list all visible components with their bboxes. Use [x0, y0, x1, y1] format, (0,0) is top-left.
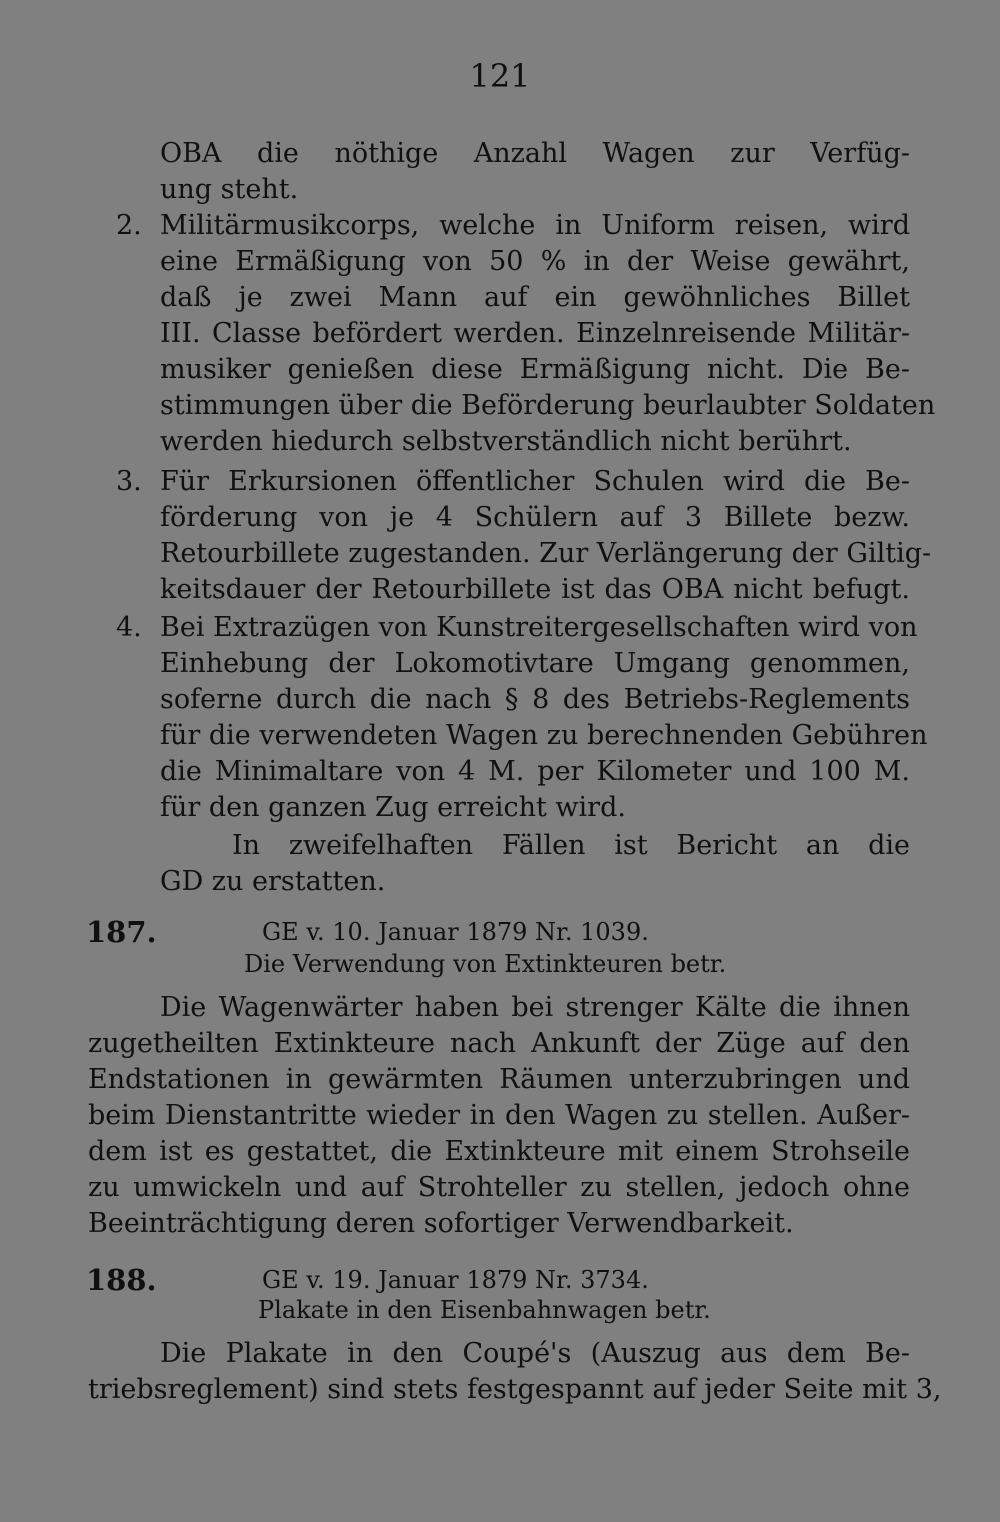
text-line: Die Wagenwärter haben bei strenger Kälte die ihnen [160, 992, 910, 1023]
text-line: für die verwendeten Wagen zu berechnenden Gebühren [160, 720, 928, 751]
text-line: triebsreglement) sind stets festgespannt auf jeder Seite mit 3, [88, 1374, 942, 1405]
text-line: Beeinträchtigung deren sofortiger Verwendbarkeit. [88, 1208, 794, 1239]
text-line: In zweifelhaften Fällen ist Bericht an die [232, 830, 910, 861]
text-line: beim Dienstantritte wieder in den Wagen zu stellen. Außer- [88, 1100, 910, 1131]
text-line: für den ganzen Zug erreicht wird. [160, 792, 626, 823]
text-line: Retourbillete zugestanden. Zur Verlängerung der Giltig- [160, 538, 932, 569]
text-line: werden hiedurch selbstverständlich nicht berührt. [160, 426, 852, 457]
text-line: die Minimaltare von 4 M. per Kilometer und 100 M. [160, 756, 910, 787]
section-subheader: Plakate in den Eisenbahnwagen betr. [258, 1296, 711, 1324]
text-line: dem ist es gestattet, die Extinkteure mit einem Strohseile [88, 1136, 910, 1167]
item-number: 4. [116, 612, 142, 643]
text-line: Für Erkursionen öffentlicher Schulen wird die Be- [160, 466, 910, 497]
text-line: soferne durch die nach § 8 des Betriebs-Reglements [160, 684, 910, 715]
text-line: Bei Extrazügen von Kunstreitergesellschaften wird von [160, 612, 918, 643]
text-line: keitsdauer der Retourbillete ist das OBA nicht befugt. [160, 574, 910, 605]
text-line: III. Classe befördert werden. Einzelnreisende Militär- [160, 318, 910, 349]
item-number: 2. [116, 210, 142, 241]
text-line: OBA die nöthige Anzahl Wagen zur Verfüg- [160, 138, 910, 169]
text-line: förderung von je 4 Schülern auf 3 Billete bezw. [160, 502, 910, 533]
section-subheader: Die Verwendung von Extinkteuren betr. [244, 950, 727, 978]
text-line: musiker genießen diese Ermäßigung nicht. Die Be- [160, 354, 910, 385]
text-line: Einhebung der Lokomotivtare Umgang genommen, [160, 648, 910, 679]
item-number: 3. [116, 466, 142, 497]
text-line: ung steht. [160, 174, 299, 205]
section-header: GE v. 10. Januar 1879 Nr. 1039. [262, 918, 649, 946]
text-line: stimmungen über die Beförderung beurlaubter Soldaten [160, 390, 936, 421]
text-line: zu umwickeln und auf Strohteller zu stellen, jedoch ohne [88, 1172, 910, 1203]
page-number: 121 [469, 57, 531, 95]
text-line: zugetheilten Extinkteure nach Ankunft der Züge auf den [88, 1028, 910, 1059]
text-line: Endstationen in gewärmten Räumen unterzubringen und [88, 1064, 910, 1095]
text-line: GD zu erstatten. [160, 866, 386, 897]
text-line: Die Plakate in den Coupé's (Auszug aus dem Be- [160, 1338, 910, 1369]
text-line: daß je zwei Mann auf ein gewöhnliches Billet [160, 282, 910, 313]
section-number: 188. [86, 1263, 157, 1297]
text-line: Militärmusikcorps, welche in Uniform reisen, wird [160, 210, 910, 241]
section-header: GE v. 19. Januar 1879 Nr. 3734. [262, 1266, 649, 1294]
section-number: 187. [86, 915, 157, 949]
text-line: eine Ermäßigung von 50 % in der Weise gewährt, [160, 246, 910, 277]
